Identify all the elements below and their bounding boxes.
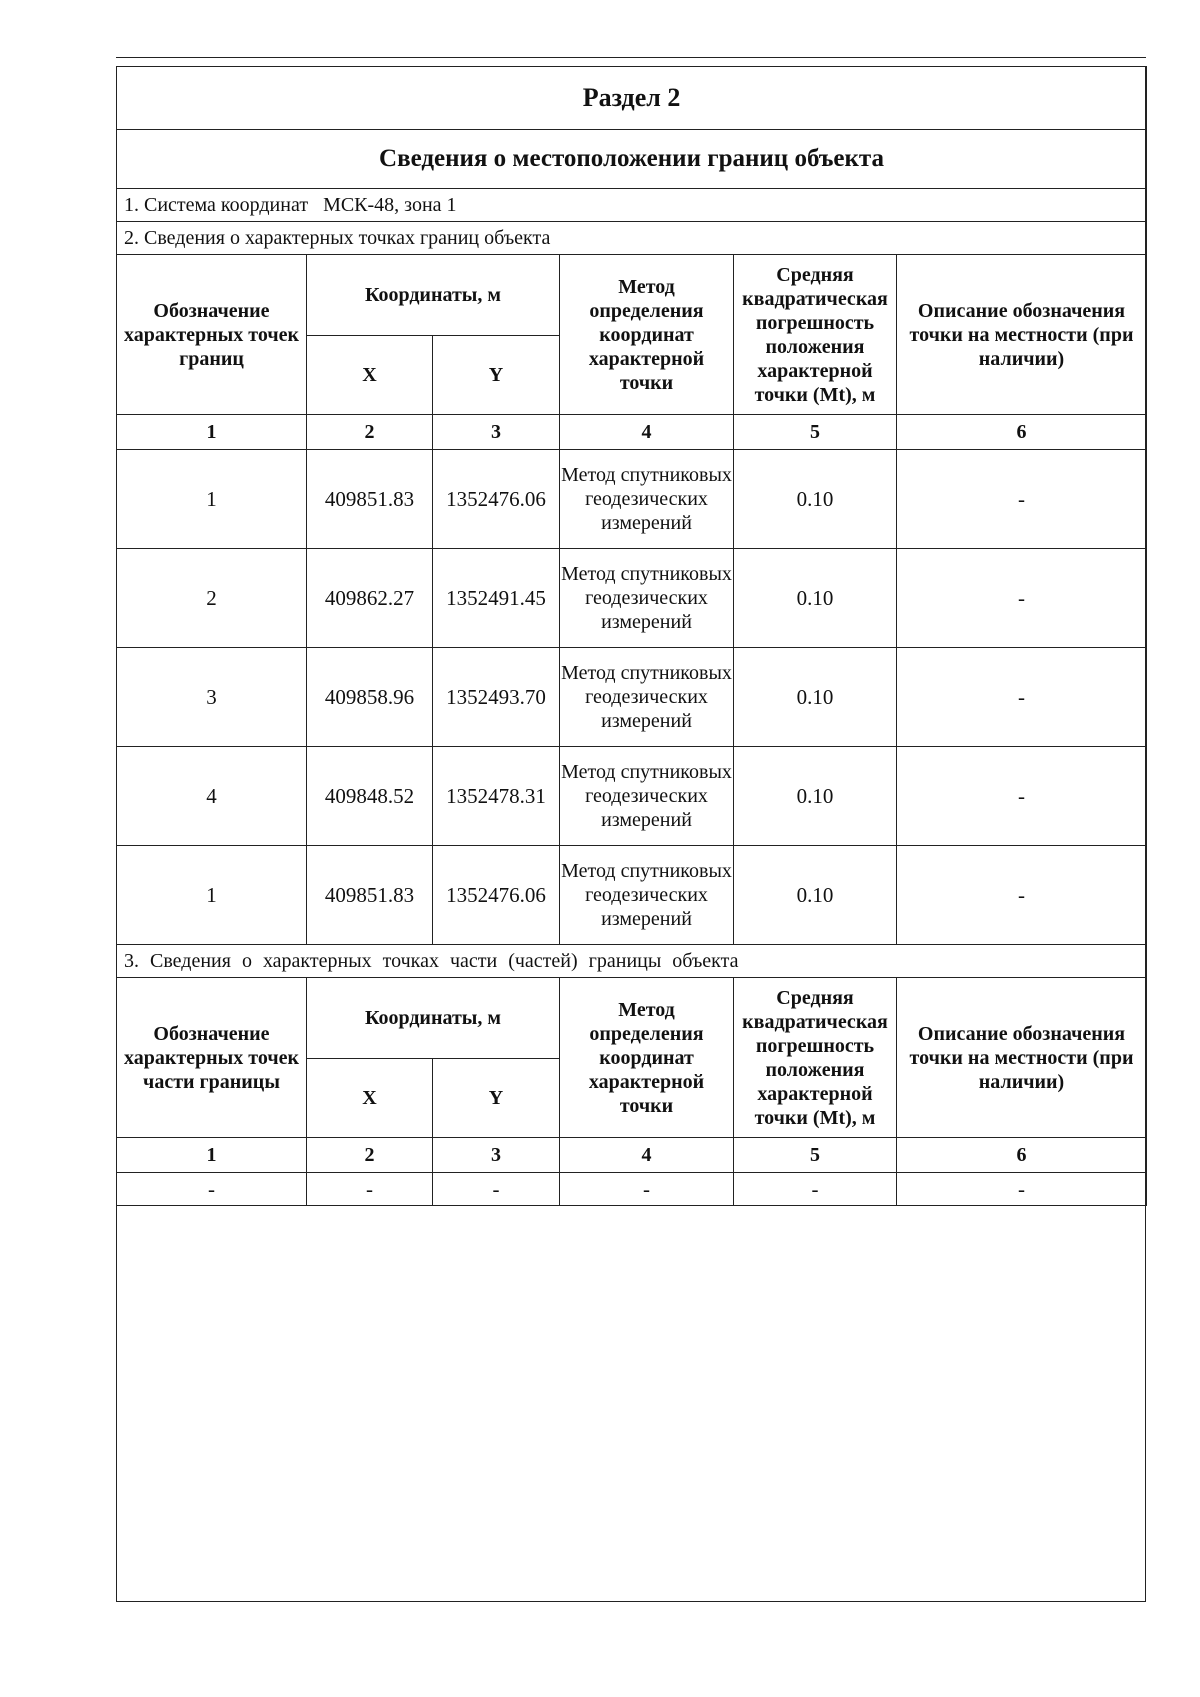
point-method: Метод спутниковых геодезических измерений — [560, 549, 734, 648]
point-x: 409851.83 — [307, 846, 433, 945]
point-x: 409858.96 — [307, 648, 433, 747]
point-description: - — [897, 846, 1147, 945]
table-row — [117, 450, 1147, 549]
col-number: 2 — [307, 415, 433, 450]
point-description: - — [897, 549, 1147, 648]
parts-header-coordinates: Координаты, м — [307, 978, 560, 1059]
point-error: 0.10 — [734, 846, 897, 945]
header-method: Метод определения координат характерной точки — [560, 255, 734, 415]
col-number: 1 — [117, 1138, 307, 1173]
col-number: 5 — [734, 1138, 897, 1173]
part-point-x: - — [307, 1173, 433, 1206]
point-error: 0.10 — [734, 747, 897, 846]
section-table — [116, 66, 1147, 1206]
point-error: 0.10 — [734, 648, 897, 747]
point-x: 409848.52 — [307, 747, 433, 846]
parts-header-row — [117, 978, 1147, 1059]
coord-system-label: 1. Система координат — [124, 194, 309, 216]
col-number: 1 — [117, 415, 307, 450]
point-description: - — [897, 648, 1147, 747]
coord-system-line — [117, 189, 1147, 222]
col-number: 6 — [897, 1138, 1147, 1173]
col-number: 3 — [433, 415, 560, 450]
header-error: Средняя квадратическая погрешность положения характерной точки (Mt), м — [734, 255, 897, 415]
table-row — [117, 648, 1147, 747]
part-point-error: - — [734, 1173, 897, 1206]
col-number: 4 — [560, 1138, 734, 1173]
point-error: 0.10 — [734, 549, 897, 648]
table-row — [117, 1173, 1147, 1206]
section-title: Раздел 2 — [117, 67, 1147, 130]
point-description: - — [897, 450, 1147, 549]
header-x: X — [307, 336, 433, 415]
point-x: 409862.27 — [307, 549, 433, 648]
points-column-numbers — [117, 415, 1147, 450]
header-designation: Обозначение характерных точек границ — [117, 255, 307, 415]
point-method: Метод спутниковых геодезических измерений — [560, 846, 734, 945]
point-y: 1352478.31 — [433, 747, 560, 846]
point-id: 1 — [117, 846, 307, 945]
point-y: 1352476.06 — [433, 846, 560, 945]
part-point-y: - — [433, 1173, 560, 1206]
header-description: Описание обозначения точки на местности (при наличии) — [897, 255, 1147, 415]
col-number: 3 — [433, 1138, 560, 1173]
parts-header-error: Средняя квадратическая погрешность положения характерной точки (Mt), м — [734, 978, 897, 1138]
coord-system-value: МСК-48, зона 1 — [323, 194, 457, 216]
part-point-description: - — [897, 1173, 1147, 1206]
col-number: 5 — [734, 415, 897, 450]
table-row — [117, 846, 1147, 945]
parts-header-y: Y — [433, 1059, 560, 1138]
parts-header-designation: Обозначение характерных точек части границы — [117, 978, 307, 1138]
point-id: 4 — [117, 747, 307, 846]
header-y: Y — [433, 336, 560, 415]
parts-header-x: X — [307, 1059, 433, 1138]
col-number: 6 — [897, 415, 1147, 450]
point-error: 0.10 — [734, 450, 897, 549]
section-subtitle: Сведения о местоположении границ объекта — [117, 130, 1147, 189]
table-row — [117, 747, 1147, 846]
parts-header-method: Метод определения координат характерной точки — [560, 978, 734, 1138]
top-rule — [116, 57, 1146, 58]
header-coordinates: Координаты, м — [307, 255, 560, 336]
point-description: - — [897, 747, 1147, 846]
col-number: 4 — [560, 415, 734, 450]
point-method: Метод спутниковых геодезических измерений — [560, 747, 734, 846]
col-number: 2 — [307, 1138, 433, 1173]
point-id: 1 — [117, 450, 307, 549]
point-y: 1352491.45 — [433, 549, 560, 648]
point-method: Метод спутниковых геодезических измерений — [560, 450, 734, 549]
point-x: 409851.83 — [307, 450, 433, 549]
part-point-id: - — [117, 1173, 307, 1206]
table-row — [117, 549, 1147, 648]
point-y: 1352476.06 — [433, 450, 560, 549]
parts-column-numbers — [117, 1138, 1147, 1173]
point-id: 3 — [117, 648, 307, 747]
parts-header-description: Описание обозначения точки на местности (при наличии) — [897, 978, 1147, 1138]
part-point-method: - — [560, 1173, 734, 1206]
point-id: 2 — [117, 549, 307, 648]
point-y: 1352493.70 — [433, 648, 560, 747]
points-header-row — [117, 255, 1147, 336]
point-method: Метод спутниковых геодезических измерений — [560, 648, 734, 747]
points-section-label: 2. Сведения о характерных точках границ объекта — [117, 222, 1147, 255]
parts-section-label: 3. Сведения о характерных точках части (частей) границы объекта — [117, 945, 1147, 978]
